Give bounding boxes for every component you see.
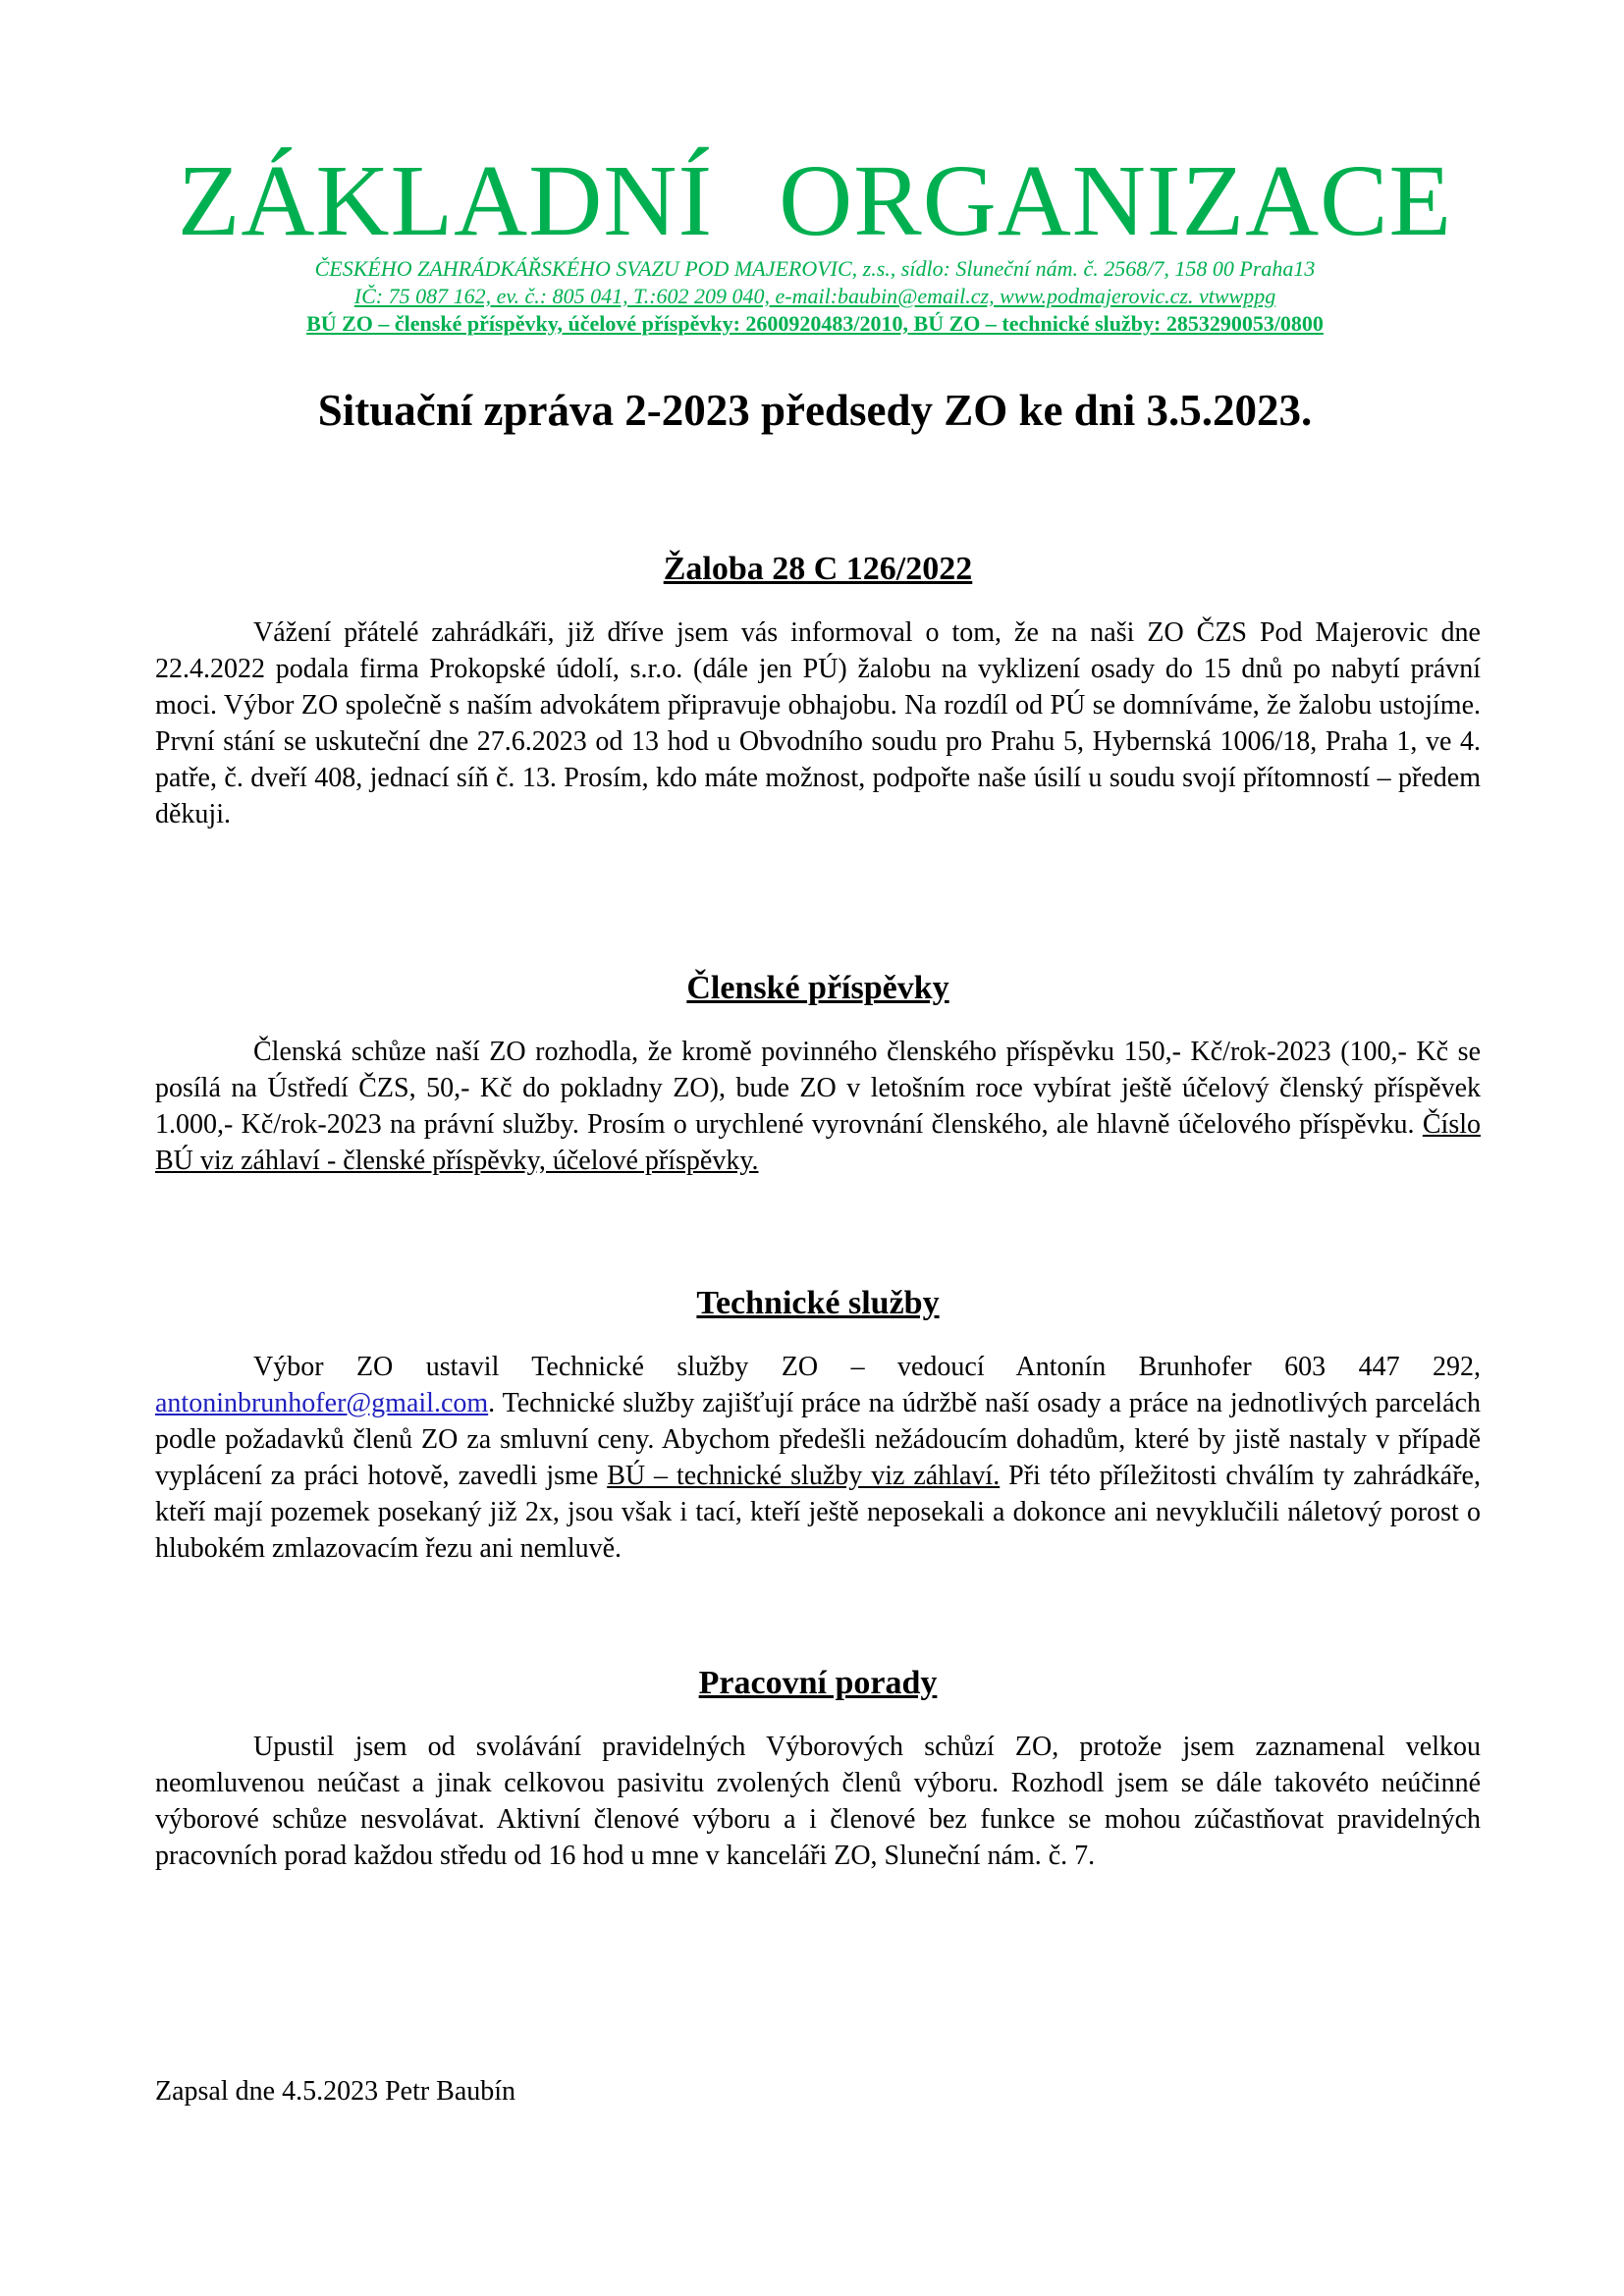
signature-line: Zapsal dne 4.5.2023 Petr Baubín (155, 2076, 516, 2107)
section-text-technicke-sluzby (155, 1349, 1481, 1567)
organization-bank-accounts: BÚ ZO – členské příspěvky, účelové příspěvky: 2600920483/2010, BÚ ZO – technické služby: 2853290053/0800 (306, 311, 1324, 336)
document-title: Situační zpráva 2-2023 předsedy ZO ke dni 3.5.2023. (317, 386, 1313, 435)
section-text-clenske-prispevky (155, 1034, 1481, 1179)
organization-contacts[interactable]: IČ: 75 087 162, ev. č.: 805 041, T.:602 209 040, e-mail:baubin@email.cz, www.podmajerovic.cz. vtwwppg (353, 284, 1276, 308)
section-text-pracovni-porady: Upustil jsem od svolávání pravidelných Výborových schůzí ZO, protože jsem zaznamenal velkou neomluvenou neúčast a jinak celkovou pasivitu zvolených členů výboru. Rozhodl jsem se dále takovéto neúčinné výborové schůze nesvolávat. Aktivní členové výboru a i členové bez funkce se mohou zúčastňovat pravidelných pracovních porad každou středu od 16 hod u mne v kanceláři ZO, Sluneční nám. č. 7. (155, 1732, 1481, 1871)
section-heading-clenske-prispevky: Členské příspěvky (686, 970, 949, 1006)
bank-account-reference: Číslo BÚ viz záhlaví - členské příspěvky, účelové příspěvky. (155, 1109, 1481, 1176)
technicke-text-3: Při této příležitosti chválím ty zahrádkáře, kteří mají pozemek posekaný již 2x, jsou však i tací, kteří ještě neposekali a dokonce ani nevyklučili náletový porost o hlubokém zmlazovacím řezu ani nemluvě. (155, 1461, 1481, 1564)
technicke-bank-reference: BÚ – technické služby viz záhlaví. (607, 1461, 1001, 1491)
letterhead (147, 144, 1483, 338)
section-zaloba (155, 550, 1481, 832)
section-clenske-prispevky (155, 969, 1481, 1179)
section-pracovni-porady (155, 1664, 1481, 1874)
section-text-zaloba: Vážení přátelé zahrádkáři, již dříve jsem vás informoval o tom, že na naši ZO ČZS Pod Majerovic dne 22.4.2022 podala firma Prokopské údolí, s.r.o. (dále jen PÚ) žalobu na vyklizení osady do 15 dnů po nabytí právní moci. Výbor ZO společně s naším advokátem připravuje obhajobu. Na rozdíl od PÚ se domníváme, že žalobu ustojíme. První stání se uskuteční dne 27.6.2023 od 13 hod u Obvodního soudu pro Prahu 5, Hybernská 1006/18, Praha 1, ve 4. patře, č. dveří 408, jednací síň č. 13. Prosím, kdo máte možnost, podpořte naše úsilí u soudu svojí přítomností – předem děkuji. (155, 617, 1481, 829)
technicke-text-1: Výbor ZO ustavil Technické služby ZO – vedoucí Antonín Brunhofer 603 447 292, (253, 1352, 1481, 1382)
organization-title: ZÁKLADNÍ ORGANIZACE (177, 144, 1453, 257)
section-technicke-sluzby (155, 1284, 1481, 1567)
section-heading-pracovni-porady: Pracovní porady (698, 1665, 938, 1701)
section-heading-technicke-sluzby: Technické služby (696, 1285, 940, 1321)
email-link[interactable]: antoninbrunhofer@gmail.com (155, 1388, 489, 1418)
technicke-text-2: . Technické služby zajišťují práce na údržbě naší osady a práce na jednotlivých parcelách podle požadavků členů ZO za smluvní ceny. Abychom předešli nežádoucím dohadům, které by jistě nastaly v případě vyplácení za práci hotově, zavedli jsme (155, 1388, 1481, 1491)
organization-address: ČESKÉHO ZAHRÁDKÁŘSKÉHO SVAZU POD MAJEROVIC, z.s., sídlo: Sluneční nám. č. 2568/7, 158 00 Praha13 (314, 256, 1316, 281)
section-heading-zaloba: Žaloba 28 C 126/2022 (663, 551, 973, 587)
clenske-text: Členská schůze naší ZO rozhodla, že kromě povinného členského příspěvku 150,- Kč/rok-2023 (100,- Kč se posílá na Ústředí ČZS, 50,- Kč do pokladny ZO), bude ZO v letošním roce vybírat ještě účelový členský příspěvek 1.000,- Kč/rok-2023 na právní služby. Prosím o urychlené vyrovnání členského, ale hlavně účelového příspěvku. (155, 1037, 1481, 1140)
